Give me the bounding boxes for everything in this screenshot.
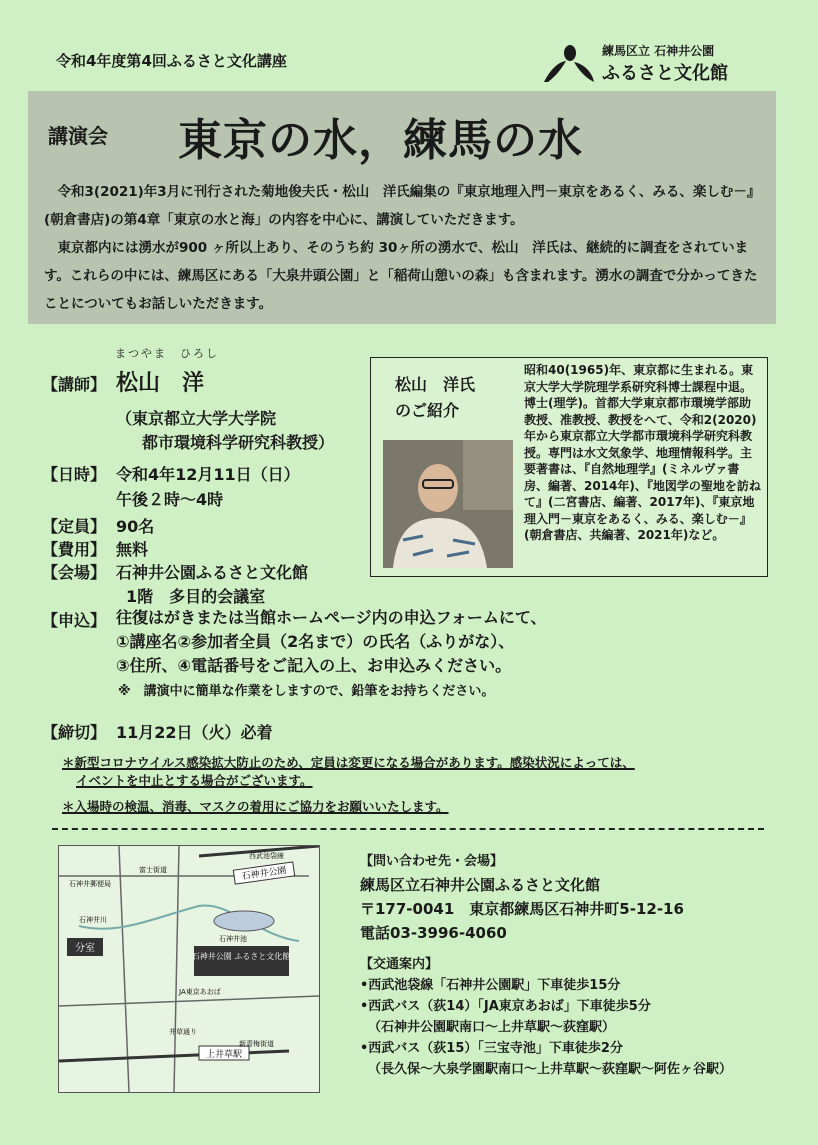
svg-text:石神井川: 石神井川	[79, 916, 107, 924]
series-title: 令和4年度第4回ふるさと文化講座	[56, 52, 287, 70]
divider	[52, 828, 764, 830]
access-map	[58, 845, 320, 1093]
venue-name: ふるさと文化館	[602, 63, 728, 84]
capacity-value: 90名	[116, 517, 155, 536]
intro-text	[44, 178, 760, 318]
contact-address: 〒177-0041 東京都練馬区石神井町5-12-16	[360, 900, 684, 918]
logo-mark-icon	[540, 44, 596, 84]
contact-block	[360, 850, 780, 945]
svg-text:富士街道: 富士街道	[139, 866, 167, 874]
contact-heading: 【問い合わせ先・会場】	[360, 854, 504, 869]
deadline-value: 11月22日（火）必着	[116, 723, 273, 742]
traffic-line: •西武バス（荻15）「三宝寺池」下車徒歩2分	[360, 1041, 623, 1056]
deadline-label: 【締切】	[42, 723, 107, 742]
traffic-heading: 【交通案内】	[360, 957, 439, 972]
intro-paragraph-1: 令和3(2021)年3月に刊行された菊地俊夫氏・松山 洋氏編集の『東京地理入門－東京をあるく、みる、楽しむ－』(朝倉書店)の第4章「東京の水と海」の内容を中心に、講演していただきます。	[44, 184, 754, 228]
svg-text:石神井池: 石神井池	[219, 935, 247, 943]
notice-1-cont: イベントを中止とする場合がございます。	[76, 773, 313, 788]
capacity-label: 【定員】	[42, 517, 107, 536]
traffic-line: （長久保～大泉学園駅南口～上井草駅～荻窪駅～阿佐ヶ谷駅）	[368, 1062, 733, 1077]
lecturer-photo	[383, 440, 513, 568]
lecturer-label: 【講師】	[42, 375, 107, 394]
place-label: 【会場】	[42, 563, 107, 582]
svg-text:西武池袋線: 西武池袋線	[249, 852, 284, 860]
apply-note: ※ 講演中に簡単な作業をしますので、鉛筆をお持ちください。	[118, 684, 495, 699]
svg-text:石神井郵便局: 石神井郵便局	[69, 880, 111, 888]
contact-name: 練馬区立石神井公園ふるさと文化館	[360, 876, 601, 894]
svg-text:井草通り: 井草通り	[169, 1028, 197, 1036]
fee-label: 【費用】	[42, 540, 107, 559]
event-title: 東京の水，練馬の水	[178, 115, 583, 166]
place-room: 1階 多目的会議室	[126, 587, 266, 606]
notice-2: ＊入場時の検温、消毒、マスクの着用にご協力をお願いいたします。	[62, 799, 449, 814]
svg-text:石神井公園 ふるさと文化館: 石神井公園 ふるさと文化館	[191, 952, 291, 961]
intro-paragraph-2: 東京都内には湧水が900 ヶ所以上あり、そのうち約 30ヶ所の湧水で、松山 洋氏は、継続的に調査をされています。これらの中には、練馬区にある「大泉井頭公園」と「稲荷山憩いの森」も含まれます。湧水の調査で分かってきたことについてもお話しいただきます。	[44, 240, 758, 312]
contact-phone: 電話03-3996-4060	[360, 924, 507, 942]
traffic-line: •西武バス（荻14）「JA東京あおば」下車徒歩5分	[360, 999, 651, 1014]
apply-label: 【申込】	[42, 611, 107, 630]
lecturer-name: 松山 洋	[116, 371, 205, 396]
traffic-line: （石神井公園駅南口～上井草駅～荻窪駅）	[368, 1020, 616, 1035]
svg-text:新青梅街道: 新青梅街道	[239, 1040, 274, 1048]
traffic-line: •西武池袋線「石神井公園駅」下車徒歩15分	[360, 978, 621, 993]
profile-bio: 昭和40(1965)年、東京都に生まれる。東京大学大学院理学系研究科博士課程中退。博士(理学)。首都大学東京都市環境学部助教授、准教授、教授をへて、令和2(2020)年から東京都立大学都市環境科学研究科教授。専門は水文気象学、地理情報科学。主要著書は、『自然地理学』(ミネルヴァ書房、編著、2014年)、『地図学の聖地を訪ねて』(二宮書店、編著、2017年)、『東京地理入門－東京をあるく、みる、楽しむ－』(朝倉書店、共編著、2021年)など。	[524, 363, 761, 542]
apply-line-2: ①講座名②参加者全員（2名まで）の氏名（ふりがな）、	[116, 632, 515, 651]
apply-line-1: 往復はがきまたは当館ホームページ内の申込フォームにて、	[116, 608, 547, 627]
event-date: 令和4年12月11日（日）	[116, 465, 300, 484]
lecturer-affiliation-1: （東京都立大学大学院	[116, 409, 277, 428]
date-label: 【日時】	[42, 465, 107, 484]
svg-text:石神井公園: 石神井公園	[241, 865, 288, 883]
place-name: 石神井公園ふるさと文化館	[116, 563, 309, 582]
lecturer-affiliation-2: 都市環境科学研究科教授）	[142, 433, 335, 452]
traffic-block	[360, 954, 780, 1080]
svg-text:JA東京あおば: JA東京あおば	[179, 988, 221, 996]
org-name: 練馬区立 石神井公園	[602, 44, 715, 58]
event-kind: 講演会	[48, 124, 108, 148]
museum-logo	[540, 42, 770, 86]
svg-text:上井草駅: 上井草駅	[205, 1050, 243, 1060]
lecturer-ruby: まつやま ひろし	[115, 347, 219, 360]
apply-line-3: ③住所、④電話番号をご記入の上、お申込みください。	[116, 656, 512, 675]
notice-1: ＊新型コロナウイルス感染拡大防止のため、定員は変更になる場合があります。感染状況によっては、	[62, 755, 635, 770]
profile-name: 松山 洋氏 のご紹介	[395, 375, 476, 420]
svg-text:分室: 分室	[75, 943, 95, 954]
event-time: 午後２時～4時	[116, 490, 224, 509]
fee-value: 無料	[116, 540, 149, 559]
